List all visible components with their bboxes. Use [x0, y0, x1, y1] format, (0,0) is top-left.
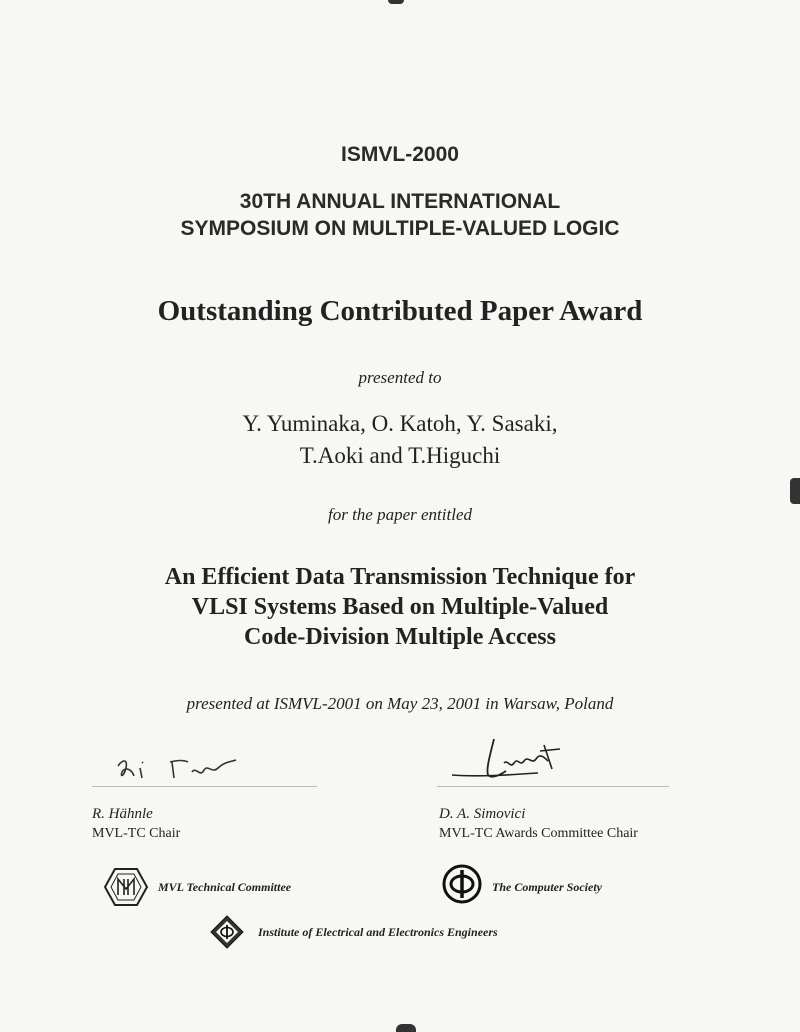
symposium-title-line1: 30TH ANNUAL INTERNATIONAL	[239, 190, 561, 213]
signature-line-left	[92, 786, 317, 787]
recipients	[0, 408, 800, 472]
venue-line: presented at ISMVL-2001 on May 23, 2001 in Warsaw, Poland	[186, 694, 614, 713]
ieee-label: Institute of Electrical and Electronics Engineers	[258, 925, 498, 939]
symposium-title-line2: SYMPOSIUM ON MULTIPLE-VALUED LOGIC	[180, 217, 620, 240]
presented-to-label: presented to	[358, 368, 442, 387]
recipients-line2: T.Aoki and T.Higuchi	[299, 443, 501, 468]
paper-title-line1: An Efficient Data Transmission Technique for	[164, 564, 636, 590]
mvl-committee-label: MVL Technical Committee	[158, 880, 292, 894]
paper-title-line2: VLSI Systems Based on Multiple-Valued	[191, 594, 609, 620]
mvl-logo-icon	[104, 867, 148, 907]
award-title: Outstanding Contributed Paper Award	[157, 295, 643, 327]
signature-right	[448, 735, 588, 785]
signatory-right-name: D. A. Simovici	[439, 806, 526, 822]
event-code: ISMVL-2000	[341, 143, 459, 166]
signature-line-right	[437, 786, 669, 787]
scan-mark-right	[790, 478, 800, 504]
computer-society-logo-icon	[442, 864, 482, 904]
signatory-right-role: MVL-TC Awards Committee Chair	[439, 826, 638, 841]
computer-society-label: The Computer Society	[492, 880, 602, 894]
signatory-left-role: MVL-TC Chair	[92, 826, 181, 841]
scan-mark-top	[388, 0, 404, 4]
paper-title-line3: Code-Division Multiple Access	[244, 624, 556, 650]
for-paper-label: for the paper entitled	[327, 505, 472, 524]
ieee-logo-icon	[210, 915, 244, 949]
signature-left	[112, 748, 262, 788]
paper-title	[0, 562, 800, 652]
recipients-line1: Y. Yuminaka, O. Katoh, Y. Sasaki,	[242, 411, 558, 436]
signatory-left-name: R. Hähnle	[92, 806, 153, 822]
scan-mark-bottom	[396, 1024, 416, 1032]
symposium-title	[0, 188, 800, 242]
